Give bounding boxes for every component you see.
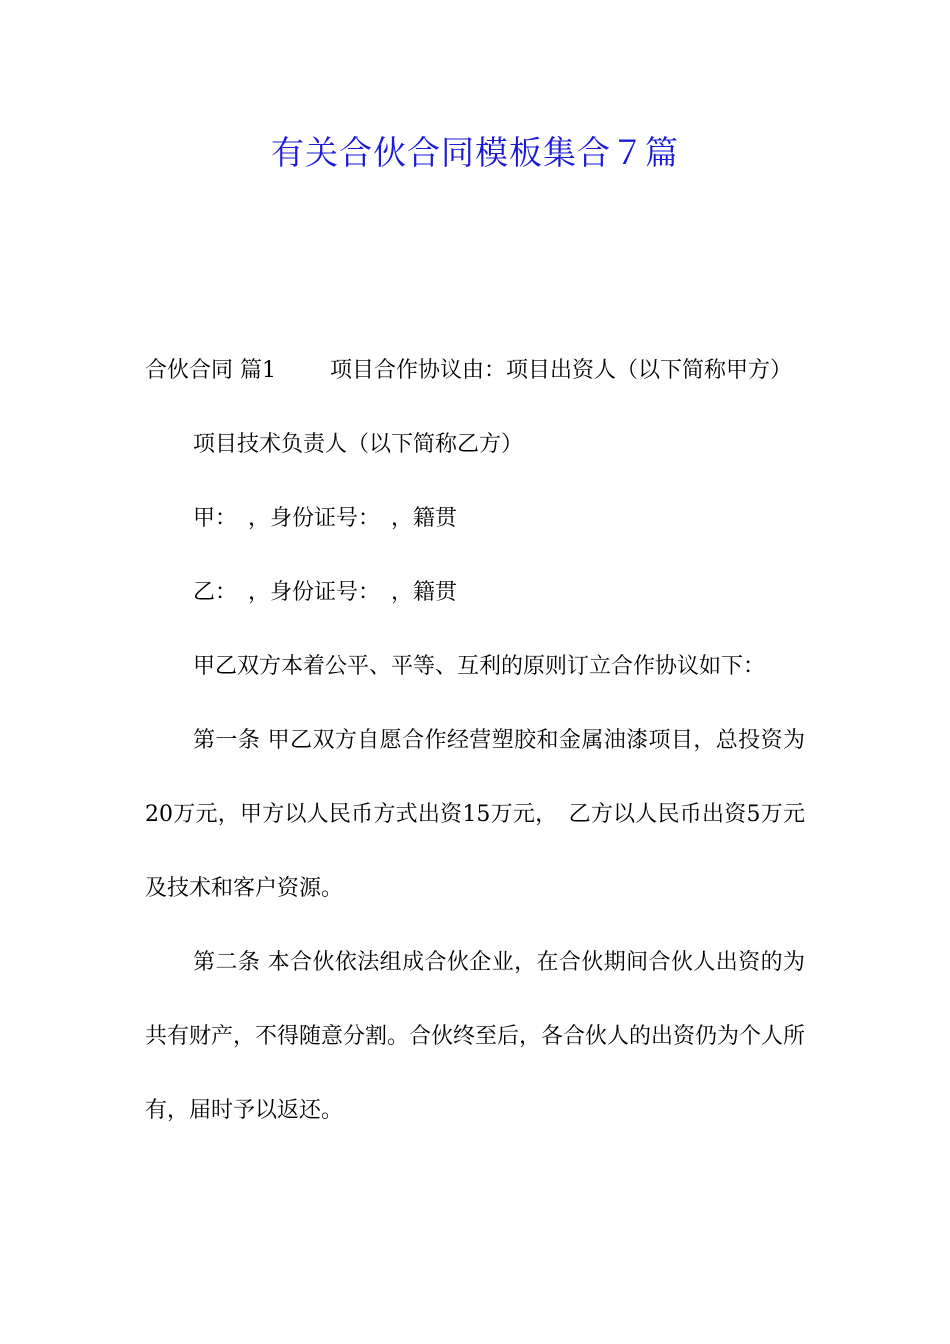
party-a-info: 甲： ，身份证号： ，籍贯 xyxy=(193,506,458,531)
document-title: 有关合伙合同模板集合７篇 xyxy=(271,133,679,172)
party-b-info: 乙： ，身份证号： ，籍贯 xyxy=(193,580,458,605)
contract-heading: 合伙合同 篇1 xyxy=(145,358,276,383)
contract-intro-paragraph xyxy=(145,334,805,408)
contract-intro-text: 项目合作协议由：项目出资人（以下简称甲方） xyxy=(330,358,793,383)
document-body xyxy=(145,334,805,1148)
party-b-definition: 项目技术负责人（以下简称乙方） xyxy=(193,432,524,457)
agreement-preamble: 甲乙双方本着公平、平等、互利的原则订立合作协议如下： xyxy=(193,654,766,679)
article-one: 第一条 甲乙双方自愿合作经营塑胶和金属油漆项目，总投资为20万元，甲方以人民币方式出资15万元， 乙方以人民币出资5万元及技术和客户资源。 xyxy=(145,728,805,901)
article-two: 第二条 本合伙依法组成合伙企业，在合伙期间合伙人出资的为共有财产，不得随意分割。合伙终至后，各合伙人的出资仍为个人所有，届时予以返还。 xyxy=(145,950,806,1123)
